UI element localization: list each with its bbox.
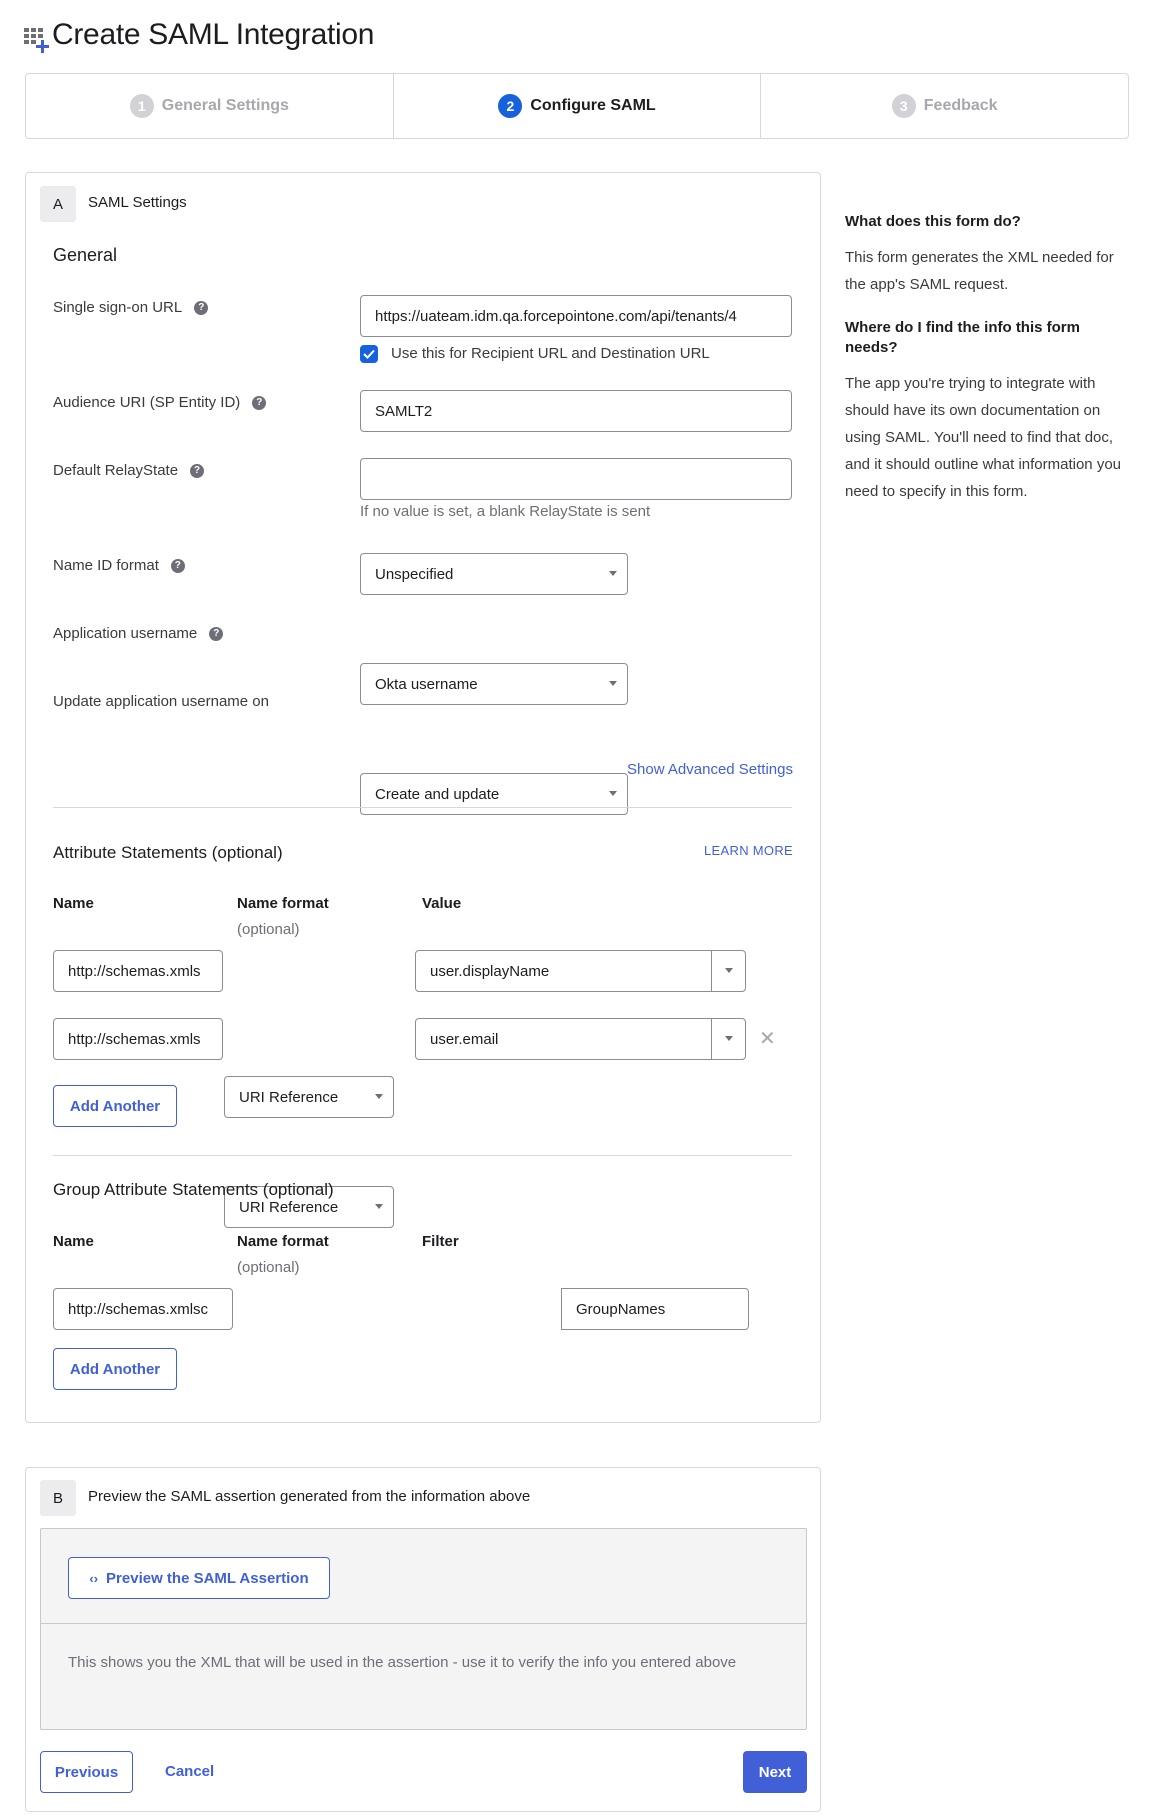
recipient-checkbox[interactable]: [360, 345, 378, 363]
sso-url-label-text: Single sign-on URL: [53, 299, 183, 316]
saml-settings-section: [25, 172, 821, 1423]
help-icon[interactable]: ?: [209, 627, 223, 641]
help-question: What does this form do?: [845, 213, 1021, 230]
check-icon: [363, 349, 375, 359]
col-format-header: Name format: [237, 895, 329, 912]
col-format-subheader: (optional): [237, 921, 300, 938]
col-name-header: Name: [53, 1233, 94, 1250]
caret-down-icon: [609, 681, 617, 686]
section-letter: A: [40, 186, 76, 222]
preview-saml-assertion-button[interactable]: [68, 1557, 330, 1599]
col-name-header: Name: [53, 895, 94, 912]
name-id-format-label-text: Name ID format: [53, 557, 159, 574]
wizard-step-general-settings[interactable]: [26, 74, 393, 138]
step-label: Configure SAML: [530, 97, 656, 114]
help-sidebar: [845, 212, 1125, 505]
attr-value-input[interactable]: user.email: [415, 1018, 712, 1060]
sso-url-input[interactable]: https://uateam.idm.qa.forcepointone.com/api/tenants/4: [360, 295, 792, 337]
preview-description: This shows you the XML that will be used in the assertion - use it to verify the info you entered above: [68, 1654, 737, 1671]
section-title: SAML Settings: [88, 194, 187, 211]
next-button[interactable]: Next: [743, 1751, 807, 1793]
step-label: General Settings: [161, 97, 289, 114]
add-another-attribute-button[interactable]: Add Another: [53, 1085, 177, 1127]
help-answer: The app you're trying to integrate with should have its own documentation on using SAML. You'll need to find that doc, and it should outline what information you need to specify in this form.: [845, 375, 1122, 500]
sso-url-label: [53, 299, 208, 316]
group-statements-heading: Group Attribute Statements (optional): [53, 1180, 334, 1199]
cancel-button[interactable]: Cancel: [165, 1763, 215, 1780]
audience-uri-input[interactable]: SAMLT2: [360, 390, 792, 432]
preview-section: [25, 1467, 821, 1812]
app-username-select[interactable]: [360, 663, 628, 705]
group-filter-value-input[interactable]: GroupNames: [561, 1288, 749, 1330]
help-question: Where do I find the info this form needs?: [845, 319, 1080, 356]
attr-value-dropdown-button[interactable]: [711, 1018, 746, 1060]
remove-row-close-icon[interactable]: ✕: [759, 1028, 776, 1050]
select-value: Unspecified: [375, 565, 454, 583]
caret-down-icon: [375, 1204, 383, 1209]
divider: [53, 807, 792, 808]
name-id-format-select[interactable]: [360, 553, 628, 595]
select-value: URI Reference: [239, 1198, 339, 1216]
col-format-header: Name format: [237, 1233, 329, 1250]
recipient-checkbox-label[interactable]: Use this for Recipient URL and Destination URL: [391, 345, 710, 362]
show-advanced-settings-link[interactable]: Show Advanced Settings: [627, 761, 793, 778]
section-title: Preview the SAML assertion generated from the information above: [88, 1488, 531, 1505]
step-label: Feedback: [923, 97, 998, 114]
col-value-header: Value: [422, 895, 462, 912]
section-letter: B: [40, 1480, 76, 1516]
attr-value-input[interactable]: user.displayName: [415, 950, 712, 992]
relay-state-label: [53, 462, 204, 479]
update-username-select[interactable]: [360, 773, 628, 815]
caret-down-icon: [609, 791, 617, 796]
select-value: URI Reference: [239, 1088, 339, 1106]
relay-state-hint: If no value is set, a blank RelayState is sent: [360, 503, 651, 520]
help-icon[interactable]: ?: [190, 464, 204, 478]
attr-name-input[interactable]: http://schemas.xmls: [53, 1018, 223, 1060]
general-heading: General: [53, 245, 118, 265]
relay-state-input[interactable]: [360, 458, 792, 500]
step-number: 2: [498, 94, 522, 118]
code-brackets-icon: ‹›: [89, 1570, 99, 1586]
divider: [41, 1623, 806, 1624]
caret-down-icon: [609, 571, 617, 576]
audience-uri-label-text: Audience URI (SP Entity ID): [53, 394, 241, 411]
learn-more-link[interactable]: LEARN MORE: [704, 843, 793, 858]
attr-format-select[interactable]: [224, 1076, 394, 1118]
caret-down-icon: [725, 1036, 733, 1041]
app-grid-add-icon: [24, 28, 52, 54]
help-answer: This form generates the XML needed for the app's SAML request.: [845, 249, 1114, 293]
divider: [53, 1155, 792, 1156]
attribute-statements-heading: Attribute Statements (optional): [53, 843, 283, 862]
button-label: Preview the SAML Assertion: [106, 1569, 309, 1587]
select-value: Okta username: [375, 675, 478, 693]
help-icon[interactable]: ?: [252, 396, 266, 410]
step-number: 1: [130, 94, 154, 118]
attr-value-dropdown-button[interactable]: [711, 950, 746, 992]
app-username-label-text: Application username: [53, 625, 198, 642]
preview-box: [40, 1528, 807, 1730]
wizard-step-configure-saml[interactable]: [393, 74, 761, 138]
help-icon[interactable]: ?: [194, 301, 208, 315]
update-username-label: Update application username on: [53, 693, 269, 710]
caret-down-icon: [725, 968, 733, 973]
app-username-label: [53, 625, 223, 642]
audience-uri-label: [53, 394, 266, 411]
help-icon[interactable]: ?: [171, 559, 185, 573]
page-title: Create SAML Integration: [52, 18, 375, 51]
wizard-steps: [25, 73, 1129, 139]
col-filter-header: Filter: [422, 1233, 459, 1250]
name-id-format-label: [53, 557, 185, 574]
relay-state-label-text: Default RelayState: [53, 462, 179, 479]
step-number: 3: [892, 94, 916, 118]
attr-name-input[interactable]: http://schemas.xmls: [53, 950, 223, 992]
previous-button[interactable]: Previous: [40, 1751, 133, 1793]
col-format-subheader: (optional): [237, 1259, 300, 1276]
add-another-group-button[interactable]: Add Another: [53, 1348, 177, 1390]
select-value: Create and update: [375, 785, 500, 803]
group-name-input[interactable]: http://schemas.xmlsc: [53, 1288, 233, 1330]
wizard-step-feedback[interactable]: [760, 74, 1128, 138]
caret-down-icon: [375, 1094, 383, 1099]
